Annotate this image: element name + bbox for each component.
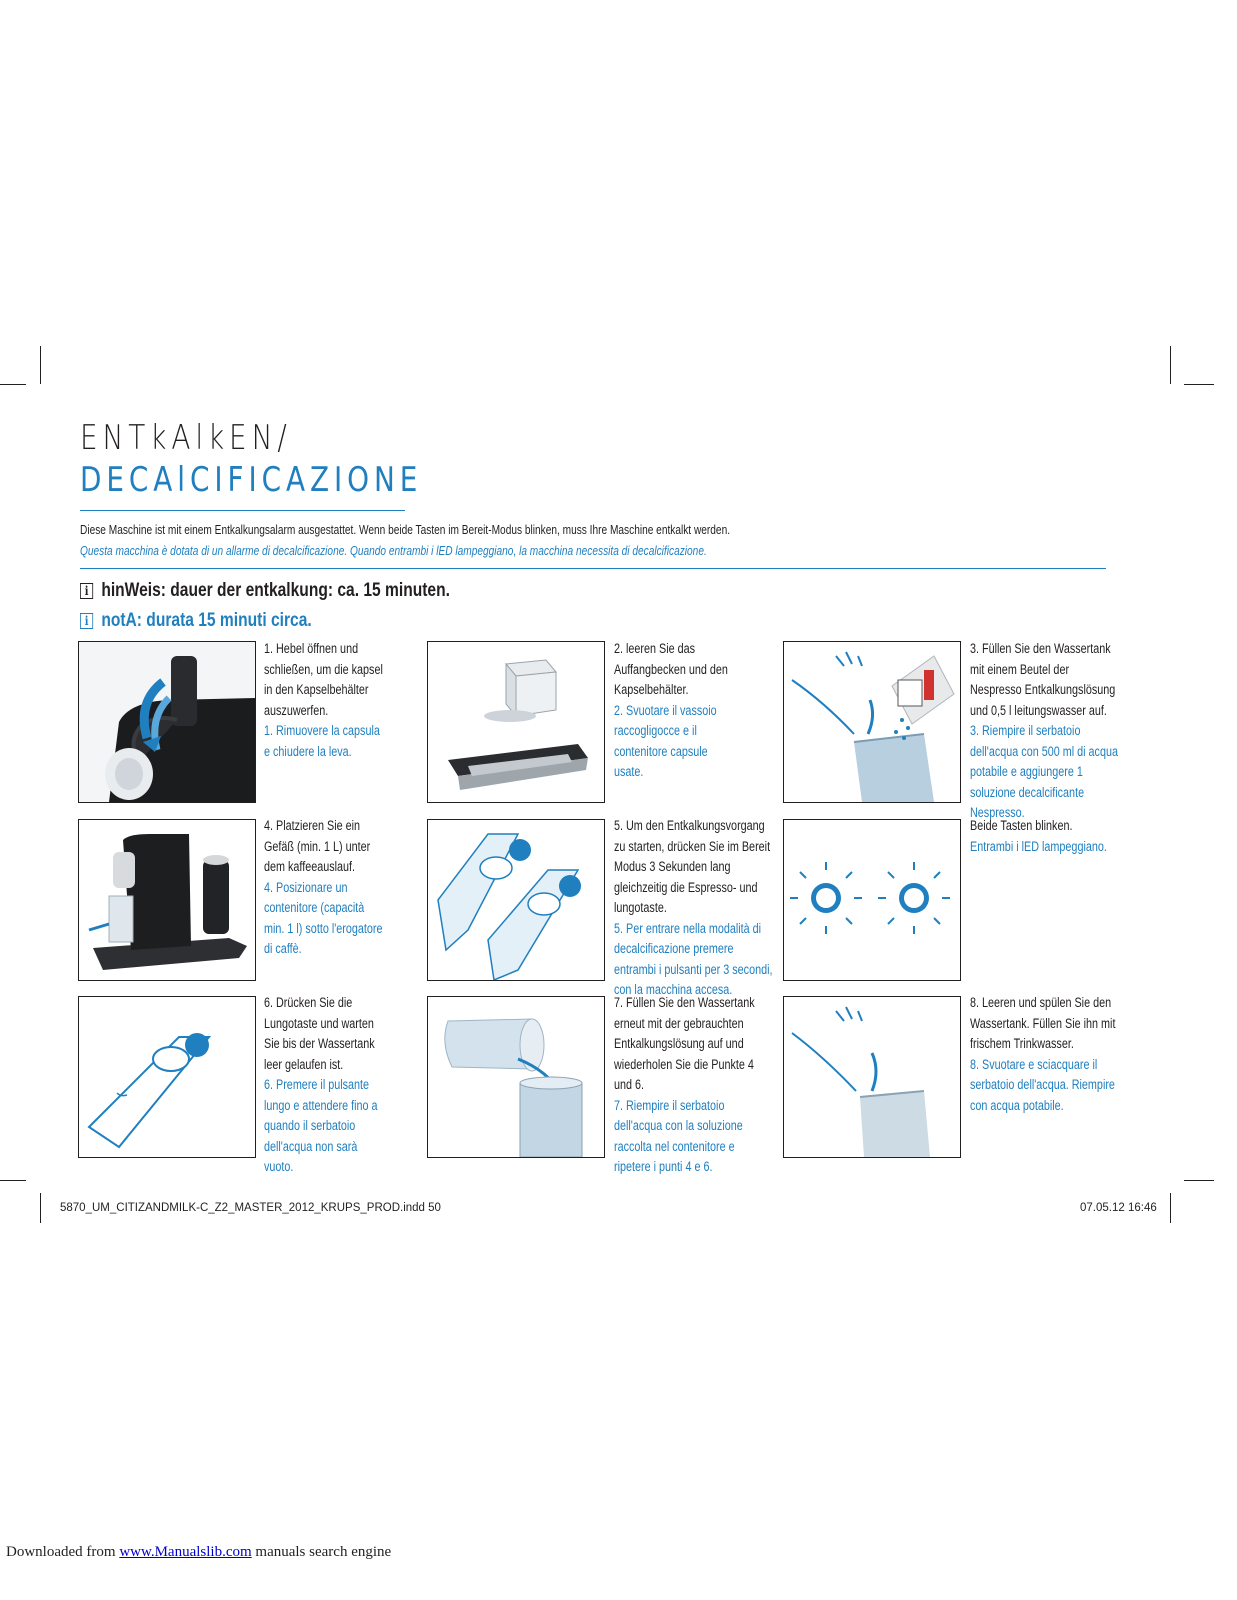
note-italian [80,610,312,632]
step-3-text [970,639,1122,824]
step-7-german: 7. Füllen Sie den Wassertank erneut mit der gebrauchten Entkalkungslösung auf und wiederholen Sie die Punkte 4 und 6. [614,995,755,1092]
download-source-line [6,1544,391,1561]
step-1-text [264,639,384,762]
page-title-italian: DECAlCIFICAZIONE [80,460,423,500]
intro-divider [80,568,1106,569]
step-4-illustration [78,819,256,981]
crop-mark [0,384,26,385]
step-2-text [614,639,734,783]
note-german [80,580,450,602]
step-8-italian: 8. Svuotare e sciacquare il serbatoio dell'acqua. Riempire con acqua potabile. [970,1056,1115,1113]
intro-german: Diese Maschine ist mit einem Entkalkungsalarm ausgestattet. Wenn beide Tasten im Bereit-Modus blinken, muss Ihre Maschine entkalkt werden. [80,522,731,537]
drip-tray-icon [428,642,604,802]
step-blink-german: Beide Tasten blinken. [970,818,1073,833]
crop-mark [0,1180,26,1181]
lever-icon [79,642,255,802]
step-3-german: 3. Füllen Sie den Wassertank mit einem Beutel der Nespresso Entkalkungslösung und 0,5 l leitungswasser auf. [970,641,1116,718]
footer-file-info: 5870_UM_CITIZANDMILK-C_Z2_MASTER_2012_KRUPS_PROD.indd 50 [60,1202,441,1214]
refill-tank-icon [428,997,604,1157]
step-4-german: 4. Platzieren Sie ein Gefäß (min. 1 L) unter dem kaffeeauslauf. [264,818,371,874]
step-3-illustration [783,641,961,803]
crop-mark [40,1193,41,1223]
step-7-italian: 7. Riempire il serbatoio dell'acqua con la soluzione raccolta nel contenitore e ripetere i punti 4 e 6. [614,1097,743,1174]
step-blink-text [970,816,1122,857]
step-6-illustration [78,996,256,1158]
step-7-illustration [427,996,605,1158]
note-italian-text: notA: durata 15 minuti circa. [101,610,312,631]
step-6-italian: 6. Premere il pulsante lungo e attendere fino a quando il serbatoio dell'acqua non sarà vuoto. [264,1077,378,1174]
blinking-buttons-icon [784,820,960,980]
step-1-german: 1. Hebel öffnen und schließen, um die kapsel in den Kapselbehälter auszuwerfen. [264,641,383,718]
two-buttons-press-icon [428,820,604,980]
step-4-text [264,816,384,960]
manualslib-link[interactable]: www.Manualslib.com [119,1544,252,1560]
descaler-pour-icon [784,642,960,802]
step-5-illustration [427,819,605,981]
info-icon: i [80,583,93,599]
note-german-text: hinWeis: dauer der entkalkung: ca. 15 minuten. [101,580,450,601]
machine-container-icon [79,820,255,980]
step-2-illustration [427,641,605,803]
step-blink-italian: Entrambi i lED lampeggiano. [970,838,1107,854]
lungo-press-icon [79,997,255,1157]
crop-mark [40,346,41,384]
step-3-italian: 3. Riempire il serbatoio dell'acqua con 500 ml di acqua potabile e aggiungere 1 soluzione decalcificante Nespresso. [970,723,1118,820]
crop-mark [1170,1193,1171,1223]
download-prefix: Downloaded from [6,1544,120,1560]
info-icon: i [80,613,93,629]
crop-mark [1184,1180,1214,1181]
step-6-german: 6. Drücken Sie die Lungotaste und warten Sie bis der Wassertank leer gelaufen ist. [264,995,375,1072]
step-1-illustration [78,641,256,803]
step-2-german: 2. leeren Sie das Auffangbecken und den Kapselbehälter. [614,641,728,697]
rinse-tank-icon [784,997,960,1157]
step-1-italian: 1. Rimuovere la capsula e chiudere la leva. [264,723,380,759]
step-8-german: 8. Leeren und spülen Sie den Wassertank. Füllen Sie ihn mit frischem Trinkwasser. [970,995,1116,1051]
crop-mark [1184,384,1214,385]
title-divider [80,510,405,511]
step-5-italian: 5. Per entrare nella modalità di decalcificazione premere entrambi i pulsanti per 3 secondi, con la macchina accesa. [614,920,773,997]
crop-mark [1170,346,1171,384]
step-blink-illustration [783,819,961,981]
footer-date: 07.05.12 16:46 [1080,1202,1157,1214]
step-8-illustration [783,996,961,1158]
step-7-text [614,993,774,1178]
step-5-text [614,816,774,1001]
page-title-german: ENTkAlkEN/ [80,418,292,458]
step-8-text [970,993,1122,1116]
download-suffix: manuals search engine [251,1544,392,1560]
step-6-text [264,993,384,1178]
step-2-italian: 2. Svuotare il vassoio raccogligocce e il contenitore capsule usate. [614,702,717,779]
intro-italian: Questa macchina è dotata di un allarme di decalcificazione. Quando entrambi i lED lampeggiano, la macchina necessita di decalcificazione. [80,543,707,558]
step-5-german: 5. Um den Entkalkungsvorgang zu starten, drücken Sie im Bereit Modus 3 Sekunden lang gleichzeitig die Espresso- und lungotaste. [614,818,771,915]
step-4-italian: 4. Posizionare un contenitore (capacità min. 1 l) sotto l'erogatore di caffè. [264,879,383,956]
